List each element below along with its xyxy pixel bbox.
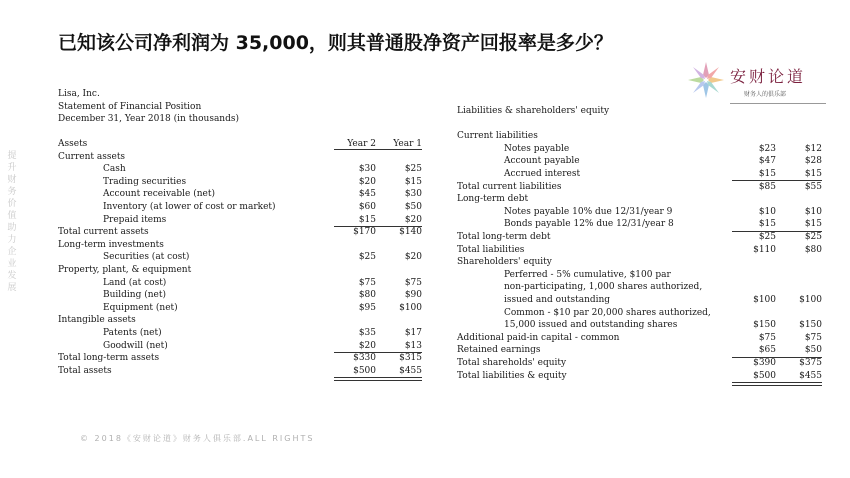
statement-title: Statement of Financial Position xyxy=(58,101,202,112)
assets-row-label: Intangible assets xyxy=(58,315,136,326)
brand-logo xyxy=(686,60,826,104)
assets-row-label: Current assets xyxy=(58,151,126,162)
assets-row-label: Securities (at cost) xyxy=(103,252,190,263)
assets-total-double-rule xyxy=(334,377,422,381)
liabilities-row-label: Notes payable 10% due 12/31/year 9 xyxy=(504,206,673,217)
assets-row-year1: $25 xyxy=(404,164,422,175)
liabilities-row-year1: $100 xyxy=(799,295,822,305)
assets-row-year2: $95 xyxy=(358,302,376,313)
assets-row-year2: $20 xyxy=(358,340,376,351)
liabilities-row-label: Account payable xyxy=(504,156,580,167)
liabilities-row-year2: $100 xyxy=(753,295,776,305)
liabilities-row-label: Current liabilities xyxy=(457,131,538,142)
liabilities-row-year2: $500 xyxy=(753,370,776,381)
liabilities-row-year2: $390 xyxy=(753,358,776,368)
liabilities-row-year2: $85 xyxy=(758,181,776,192)
assets-row-label: Property, plant, & equipment xyxy=(58,265,192,275)
liabilities-row-year1: $150 xyxy=(799,320,822,331)
assets-row-year1: $20 xyxy=(404,252,422,263)
assets-row-year1: $90 xyxy=(404,290,422,301)
liabilities-row-label: Common - $10 par 20,000 shares authorized, xyxy=(504,307,711,318)
liabilities-row-label: Total long-term debt xyxy=(457,232,551,242)
logo-name: 安财论道 xyxy=(730,67,807,86)
assets-row-year2: $170 xyxy=(353,227,376,238)
logo-subtitle: 财务人的俱乐部 xyxy=(744,91,787,98)
assets-row-label: Total long-term assets xyxy=(58,353,160,364)
assets-row-year2: $45 xyxy=(358,189,376,200)
liabilities-row-year2: $110 xyxy=(753,244,776,255)
assets-row-year2: $25 xyxy=(358,252,376,263)
assets-row-label: Total current assets xyxy=(58,227,149,238)
liabilities-row-label: Perferred - 5% cumulative, $100 par xyxy=(504,269,671,280)
assets-row-year1: $100 xyxy=(399,302,422,313)
assets-row-year1: $140 xyxy=(399,227,422,238)
liabilities-row-label: Retained earnings xyxy=(457,345,541,356)
liabilities-row-label: Accrued interest xyxy=(504,169,581,179)
liabilities-row-year2: $150 xyxy=(753,320,776,331)
assets-row-year2: $60 xyxy=(358,202,376,212)
liabilities-row-year1: $28 xyxy=(804,156,822,167)
liabilities-row-year1: $75 xyxy=(804,332,822,343)
assets-row-year1: $13 xyxy=(404,340,422,351)
assets-row-year2: $75 xyxy=(358,277,376,288)
liabilities-row-label: Notes payable xyxy=(504,143,570,154)
assets-row-year2: $30 xyxy=(358,164,376,175)
liabilities-row-label: issued and outstanding xyxy=(504,295,611,305)
page-heading: 已知该公司净利润为 35,000，则其普通股净资产回报率是多少？ xyxy=(58,32,613,54)
sunburst-logo-icon xyxy=(686,60,726,100)
liabilities-row-label: Total liabilities & equity xyxy=(457,370,567,381)
assets-row-label: Long-term investments xyxy=(58,239,164,250)
assets-row-label: Inventory (at lower of cost or market) xyxy=(103,202,276,212)
company-name: Lisa, Inc. xyxy=(58,89,100,99)
liabilities-row-year2: $25 xyxy=(758,232,776,242)
liabilities-row-year2: $23 xyxy=(758,143,776,154)
liabilities-row-year1: $15 xyxy=(804,169,822,179)
liabilities-header: Liabilities & shareholders' equity xyxy=(457,106,610,116)
assets-row-year2: $80 xyxy=(358,290,376,301)
statement-date: December 31, Year 2018 (in thousands) xyxy=(58,114,239,125)
liabilities-row-label: Total current liabilities xyxy=(457,181,562,192)
liabilities-row-label: Total liabilities xyxy=(457,244,525,255)
assets-row-label: Building (net) xyxy=(103,290,166,301)
assets-row-year2: $500 xyxy=(353,365,376,376)
liabilities-row-year2: $15 xyxy=(758,219,776,230)
liabilities-row-year2: $65 xyxy=(758,345,776,356)
assets-row-year1: $455 xyxy=(399,365,422,376)
assets-header: Assets xyxy=(58,139,88,149)
liabilities-row-year1: $375 xyxy=(799,358,822,368)
footer-copyright: © 2018《安财论道》财务人俱乐部.ALL RIGHTS xyxy=(80,434,315,443)
liabilities-row-year1: $50 xyxy=(804,345,822,356)
assets-row-year1: $20 xyxy=(404,214,422,225)
liabilities-row-year1: $455 xyxy=(799,370,822,381)
liabilities-row-label: Shareholders' equity xyxy=(457,257,552,268)
assets-row-year2: $15 xyxy=(358,214,376,225)
assets-row-label: Prepaid items xyxy=(103,214,167,225)
year2-header: Year 2 xyxy=(347,139,376,149)
assets-row-label: Total assets xyxy=(58,365,112,376)
assets-row-label: Patents (net) xyxy=(103,328,162,338)
assets-row-year2: $330 xyxy=(353,353,376,364)
assets-row-year1: $50 xyxy=(404,202,422,212)
assets-row-label: Goodwill (net) xyxy=(103,340,168,351)
side-slogan: 提升财务价值 助力企业发展 xyxy=(7,151,17,293)
assets-row-year2: $20 xyxy=(358,176,376,187)
liabilities-row-year1: $25 xyxy=(804,232,822,242)
assets-row-label: Trading securities xyxy=(103,176,187,187)
liabilities-row-year1: $55 xyxy=(804,181,822,192)
assets-row-year1: $17 xyxy=(404,328,422,338)
liabilities-row-label: non-participating, 1,000 shares authorized, xyxy=(504,282,703,293)
header-underline xyxy=(334,149,422,150)
liabilities-row-label: Additional paid-in capital - common xyxy=(457,332,620,343)
assets-row-year1: $315 xyxy=(399,353,422,364)
assets-row-year2: $35 xyxy=(358,328,376,338)
liabilities-row-year1: $12 xyxy=(804,143,822,154)
year1-header: Year 1 xyxy=(393,139,422,149)
liabilities-row-label: Bonds payable 12% due 12/31/year 8 xyxy=(504,219,674,230)
assets-row-year1: $30 xyxy=(404,189,422,200)
assets-row-year1: $15 xyxy=(404,176,422,187)
liabilities-row-year1: $10 xyxy=(804,206,822,217)
assets-row-label: Land (at cost) xyxy=(103,277,167,288)
liabilities-row-year2: $47 xyxy=(758,156,776,167)
assets-row-year1: $75 xyxy=(404,277,422,288)
liabilities-row-year2: $75 xyxy=(758,332,776,343)
liabilities-row-label: 15,000 issued and outstanding shares xyxy=(504,320,678,331)
liabilities-row-year2: $15 xyxy=(758,169,776,179)
assets-row-label: Account receivable (net) xyxy=(103,189,215,200)
logo-divider xyxy=(730,103,826,104)
liabilities-row-year2: $10 xyxy=(758,206,776,217)
liabilities-row-year1: $80 xyxy=(804,244,822,255)
liabilities-total-double-rule xyxy=(732,382,822,386)
assets-row-label: Cash xyxy=(103,164,126,175)
liabilities-row-year1: $15 xyxy=(804,219,822,230)
liabilities-row-label: Long-term debt xyxy=(457,194,529,205)
liabilities-row-label: Total shareholds' equity xyxy=(457,358,567,368)
assets-row-label: Equipment (net) xyxy=(103,302,178,313)
